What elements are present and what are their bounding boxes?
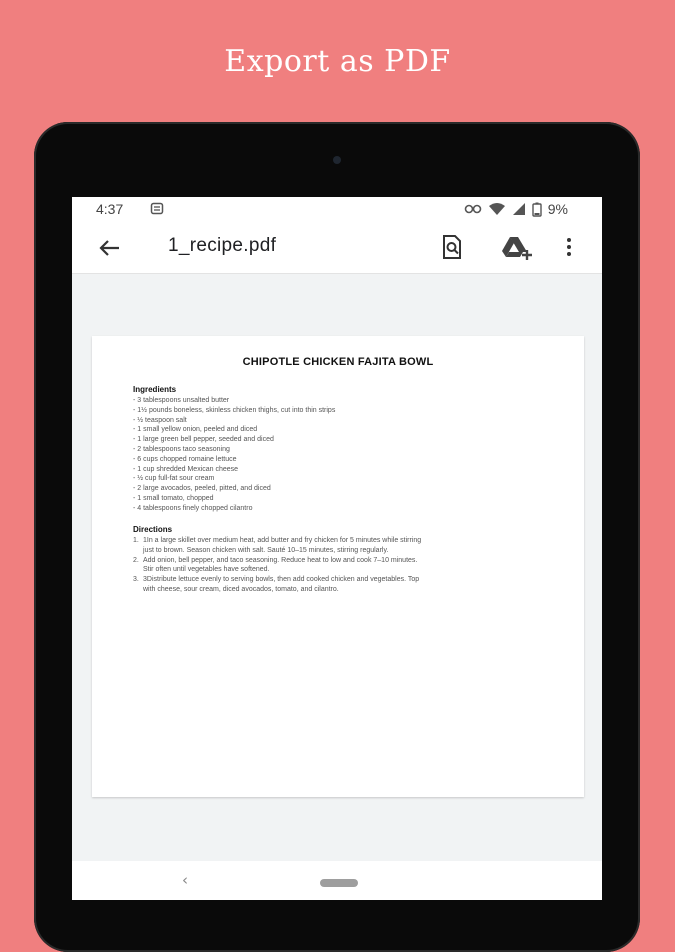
- back-button[interactable]: [94, 233, 124, 263]
- signal-icon: [512, 202, 526, 216]
- step-number: 1.: [133, 537, 139, 544]
- system-nav-bar: [72, 861, 602, 900]
- directions-heading: Directions: [133, 525, 173, 534]
- list-item: - 1½ pounds boneless, skinless chicken thighs, cut into thin strips: [133, 406, 336, 414]
- notification-icon: [150, 202, 164, 218]
- step-text: just to brown. Season chicken with salt. Sauté 10–15 minutes, stirring regularly.: [143, 546, 389, 554]
- direction-line: [133, 536, 553, 546]
- list-item: - 2 tablespoons taco seasoning: [133, 445, 230, 453]
- pdf-page: [92, 336, 584, 797]
- step-text: Add onion, bell pepper, and taco seasoning. Reduce heat to low and cook 7–10 minutes.: [143, 556, 418, 564]
- list-item: - 1 cup shredded Mexican cheese: [133, 465, 239, 473]
- status-icons: [464, 201, 568, 217]
- nav-home-pill[interactable]: [320, 879, 358, 887]
- arrow-back-icon: [94, 233, 124, 263]
- drive-add-icon: [500, 233, 534, 261]
- direction-line: [133, 585, 553, 595]
- search-in-document-button[interactable]: [438, 233, 466, 261]
- list-item: - ½ teaspoon salt: [133, 416, 187, 424]
- direction-line: [133, 556, 553, 566]
- list-item: - 1 small yellow onion, peeled and diced: [133, 426, 258, 434]
- battery-percent: 9%: [547, 201, 568, 217]
- list-item: - ½ cup full-fat sour cream: [133, 475, 215, 483]
- recipe-title: CHIPOTLE CHICKEN FAJITA BOWL: [242, 356, 434, 368]
- step-text: with cheese, sour cream, diced avocados, tomato, and cilantro.: [143, 585, 339, 593]
- direction-line: [133, 565, 553, 575]
- front-camera: [333, 156, 341, 164]
- wifi-icon: [488, 202, 506, 216]
- step-number: 2.: [133, 556, 139, 564]
- nav-back-button[interactable]: ‹: [182, 871, 188, 889]
- more-vert-icon: [562, 233, 576, 261]
- directions-list: [133, 536, 553, 595]
- more-options-button[interactable]: [562, 233, 576, 261]
- direction-line: [133, 546, 553, 556]
- step-number: 3.: [133, 576, 139, 584]
- vpn-key-icon: [464, 203, 482, 215]
- document-title: 1_recipe.pdf: [168, 235, 277, 256]
- direction-line: [133, 575, 553, 585]
- step-text: 3Distribute lettuce evenly to serving bowls, then add cooked chicken and vegetables. Top: [143, 576, 420, 584]
- app-bar: [72, 221, 602, 274]
- list-item: - 6 cups chopped romaine lettuce: [133, 455, 237, 463]
- step-text: 1In a large skillet over medium heat, add butter and fry chicken for 5 minutes while stirring: [143, 537, 422, 544]
- promo-title: Export as PDF: [224, 44, 451, 79]
- step-text: Stir often until vegetables have softened.: [143, 566, 270, 574]
- battery-icon: [532, 202, 542, 217]
- status-time: 4:37: [96, 201, 124, 217]
- ingredients-heading: Ingredients: [133, 385, 177, 394]
- status-bar: [72, 197, 602, 221]
- list-item: - 2 large avocados, peeled, pitted, and diced: [133, 485, 271, 493]
- list-item: - 1 small tomato, chopped: [133, 494, 214, 502]
- list-item: - 1 large green bell pepper, seeded and diced: [133, 436, 274, 444]
- device-screen: [72, 197, 602, 900]
- add-to-drive-button[interactable]: [500, 233, 534, 261]
- ingredients-list: [133, 396, 335, 514]
- list-item: - 4 tablespoons finely chopped cilantro: [133, 504, 253, 512]
- find-in-page-icon: [438, 233, 466, 261]
- list-item: - 3 tablespoons unsalted butter: [133, 397, 230, 404]
